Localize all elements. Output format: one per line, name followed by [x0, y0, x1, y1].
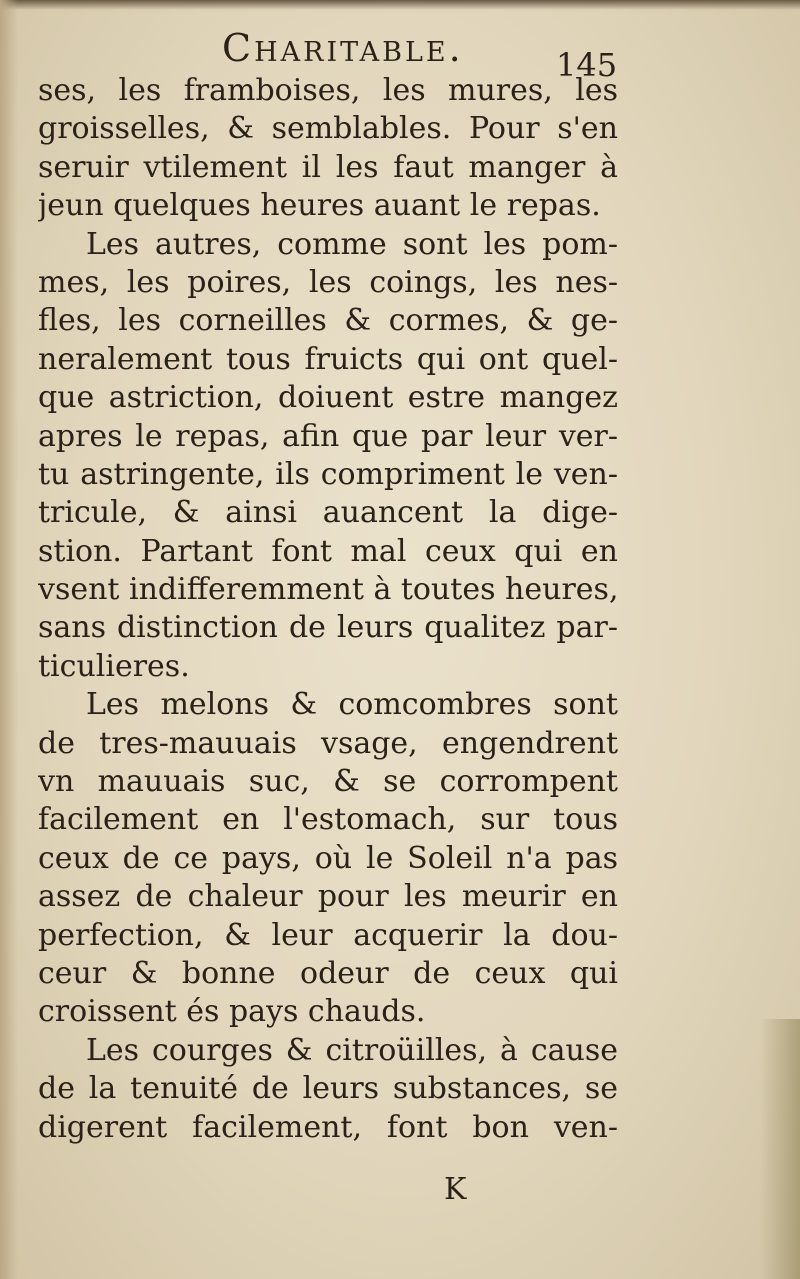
- text-line: tu astringente, ils compriment le ven-: [38, 456, 618, 492]
- text-line: Les melons & comcombres sont: [86, 687, 618, 723]
- text-line: de la tenuité de leurs substances, se: [38, 1071, 618, 1107]
- text-line: vsent indifferemment à toutes heures,: [38, 572, 618, 608]
- text-line: Les courges & citroüilles, à cause: [86, 1032, 618, 1068]
- text-line: jeun quelques heures auant le repas.: [38, 188, 601, 224]
- text-line: neralement tous fruicts qui ont quel-: [38, 341, 618, 377]
- text-line: digerent facilement, font bon ven-: [38, 1109, 618, 1145]
- text-line: ses, les framboises, les mures, les: [38, 73, 618, 108]
- text-line: que astriction, doiuent estre mangez: [38, 380, 618, 416]
- text-line: perfection, & leur acquerir la dou-: [38, 917, 618, 953]
- text-line: groisselles, & semblables. Pour s'en: [38, 111, 618, 147]
- text-line: mes, les poires, les coings, les nes-: [38, 264, 618, 300]
- text-line: seruir vtilement il les faut manger à: [38, 149, 618, 185]
- page-header: [0, 26, 800, 84]
- text-line: ceur & bonne odeur de ceux qui: [38, 955, 618, 991]
- text-line: de tres-mauuais vsage, engendrent: [38, 725, 618, 761]
- page-number: 145: [556, 46, 618, 84]
- signature-mark: K: [444, 1172, 467, 1207]
- text-line: tricule, & ainsi auancent la dige-: [38, 495, 618, 531]
- text-line: apres le repas, afin que par leur ver-: [38, 418, 618, 454]
- text-line: facilement en l'estomach, sur tous: [38, 802, 618, 838]
- body-text: [38, 72, 618, 1147]
- text-line: sans distinction de leurs qualitez par-: [38, 610, 618, 646]
- page-top-shadow: [0, 0, 800, 10]
- text-line: ticulieres.: [38, 648, 190, 684]
- running-head: Charitable.: [222, 26, 464, 70]
- text-line: fles, les corneilles & cormes, & ge-: [38, 303, 618, 339]
- text-line: stion. Partant font mal ceux qui en: [38, 533, 618, 569]
- text-line: ceux de ce pays, où le Soleil n'a pas: [38, 840, 618, 876]
- text-line: croissent és pays chauds.: [38, 994, 426, 1030]
- page-gutter-shadow: [0, 0, 18, 1279]
- text-line: Les autres, comme sont les pom-: [86, 226, 618, 262]
- text-line: vn mauuais suc, & se corrompent: [38, 764, 618, 800]
- paper-stain: [760, 1019, 800, 1279]
- text-line: assez de chaleur pour les meurir en: [38, 879, 618, 915]
